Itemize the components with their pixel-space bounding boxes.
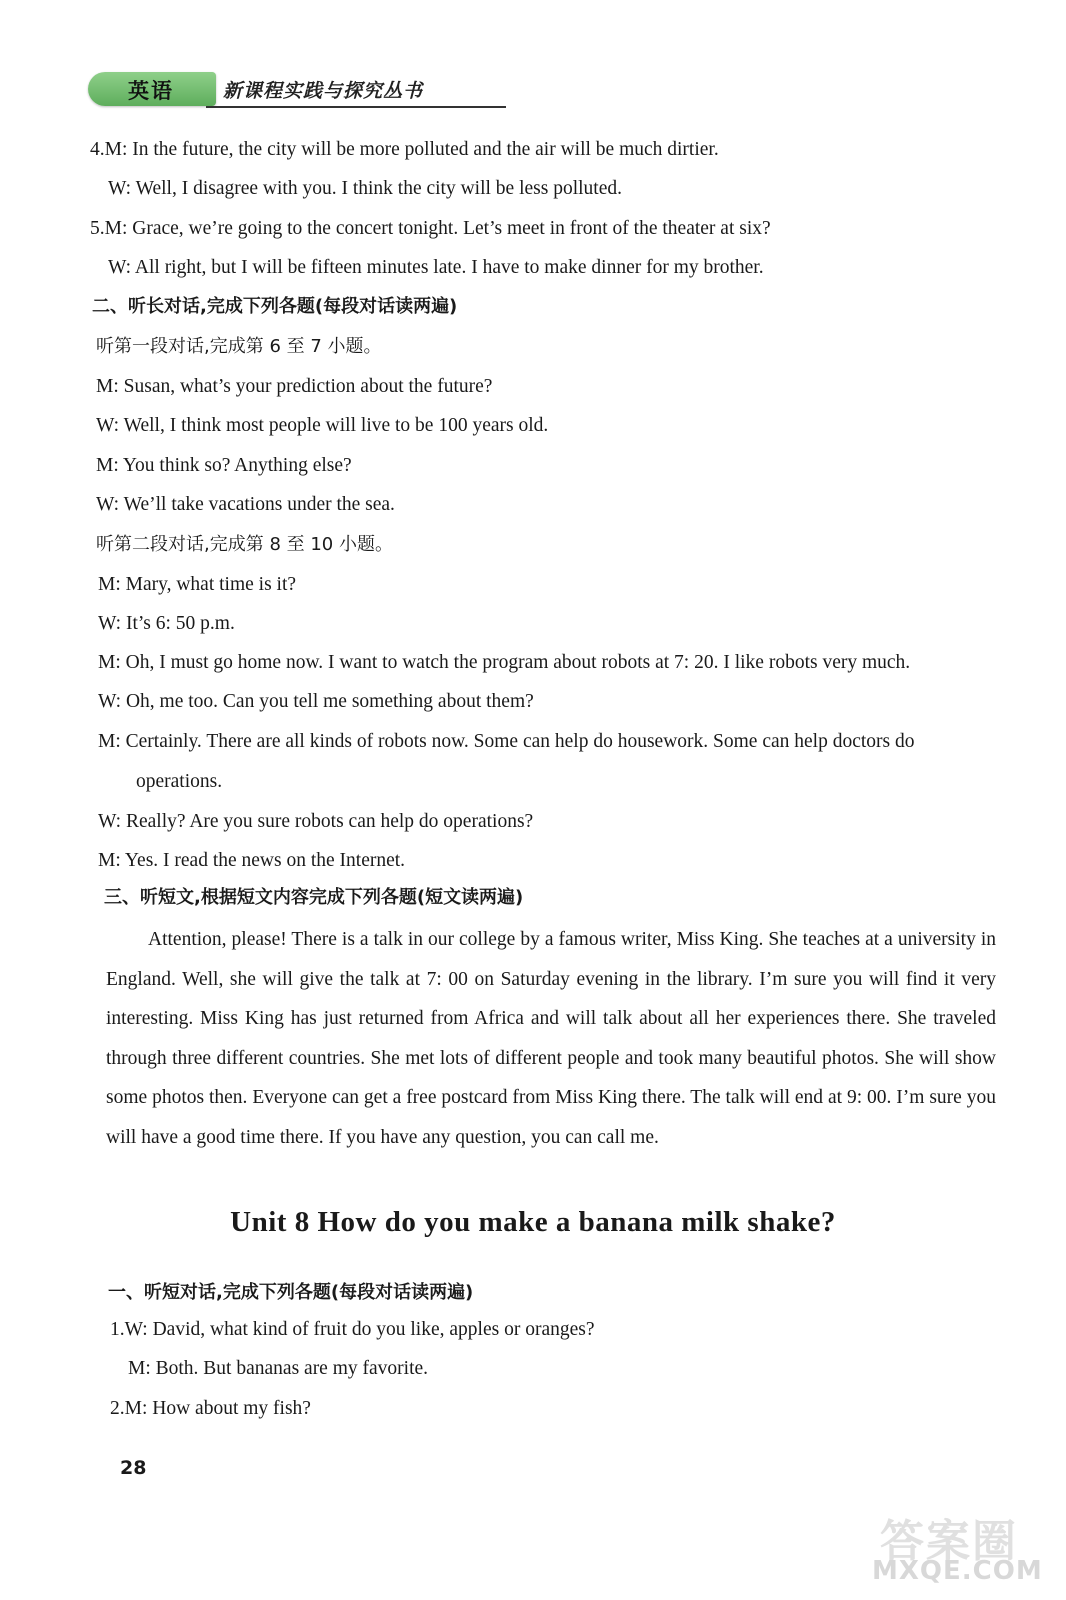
page-header <box>88 70 428 110</box>
dialogue-line: W: Really? Are you sure robots can help do operations? <box>98 811 534 832</box>
dialogue-line: M: Certainly. There are all kinds of robots now. Some can help do housework. Some can help doctors do <box>98 731 915 752</box>
listening-passage: Attention, please! There is a talk in our college by a famous writer, Miss King. She teaches at a university in England. Well, she will give the talk at 7: 00 on Saturday evening in the library. I’m sure you will find it very interesting. Miss King has just returned from Africa and will talk about all her experiences there. She traveled through three different countries. She met lots of different people and took many beautiful photos. She will show some photos then. Everyone can get a free postcard from Miss King there. The talk will end at 9: 00. I’m sure you will have a good time there. If you have any question, you can call me. <box>106 929 996 1148</box>
dialogue-line: M: Yes. I read the news on the Internet. <box>98 850 406 871</box>
dialogue-line: 2.M: How about my fish? <box>110 1398 311 1419</box>
subject-tab <box>88 72 216 106</box>
dialogue-line: W: All right, but I will be fifteen minutes late. I have to make dinner for my brother. <box>108 257 764 278</box>
unit-title: Unit 8 How do you make a banana milk shake? <box>230 1206 836 1238</box>
section-heading: 一、听短对话,完成下列各题(每段对话读两遍) <box>108 1282 474 1303</box>
instruction-text: 听第二段对话,完成第 8 至 10 小题。 <box>96 534 393 555</box>
section-heading: 二、听长对话,完成下列各题(每段对话读两遍) <box>92 296 458 317</box>
page-number: 28 <box>120 1457 147 1479</box>
dialogue-line: W: It’s 6: 50 p.m. <box>98 613 235 634</box>
dialogue-line: W: Well, I disagree with you. I think the city will be less polluted. <box>108 178 622 199</box>
series-title: 新课程实践与探究丛书 <box>223 80 424 102</box>
dialogue-line: 1.W: David, what kind of fruit do you like, apples or oranges? <box>110 1319 595 1340</box>
watermark-site: MXQE.COM <box>872 1556 1043 1586</box>
dialogue-line-continued: operations. <box>136 771 223 792</box>
dialogue-line: W: Well, I think most people will live to be 100 years old. <box>96 415 549 436</box>
dialogue-line: W: Oh, me too. Can you tell me something about them? <box>98 691 534 712</box>
dialogue-line: 4.M: In the future, the city will be more polluted and the air will be much dirtier. <box>90 139 719 160</box>
dialogue-line: M: You think so? Anything else? <box>96 455 352 476</box>
dialogue-line: M: Oh, I must go home now. I want to watch the program about robots at 7: 20. I like robots very much. <box>98 652 911 673</box>
subject-label: 英语 <box>128 79 174 103</box>
watermark-logo: 答案圈 <box>880 1516 1018 1567</box>
dialogue-line: W: We’ll take vacations under the sea. <box>96 494 395 515</box>
section-heading: 三、听短文,根据短文内容完成下列各题(短文读两遍) <box>104 887 524 908</box>
instruction-text: 听第一段对话,完成第 6 至 7 小题。 <box>96 336 382 357</box>
header-underline <box>206 106 506 108</box>
dialogue-line: M: Both. But bananas are my favorite. <box>128 1358 429 1379</box>
dialogue-line: 5.M: Grace, we’re going to the concert tonight. Let’s meet in front of the theater at six? <box>90 218 771 239</box>
dialogue-line: M: Mary, what time is it? <box>98 574 297 595</box>
dialogue-line: M: Susan, what’s your prediction about the future? <box>96 376 493 397</box>
